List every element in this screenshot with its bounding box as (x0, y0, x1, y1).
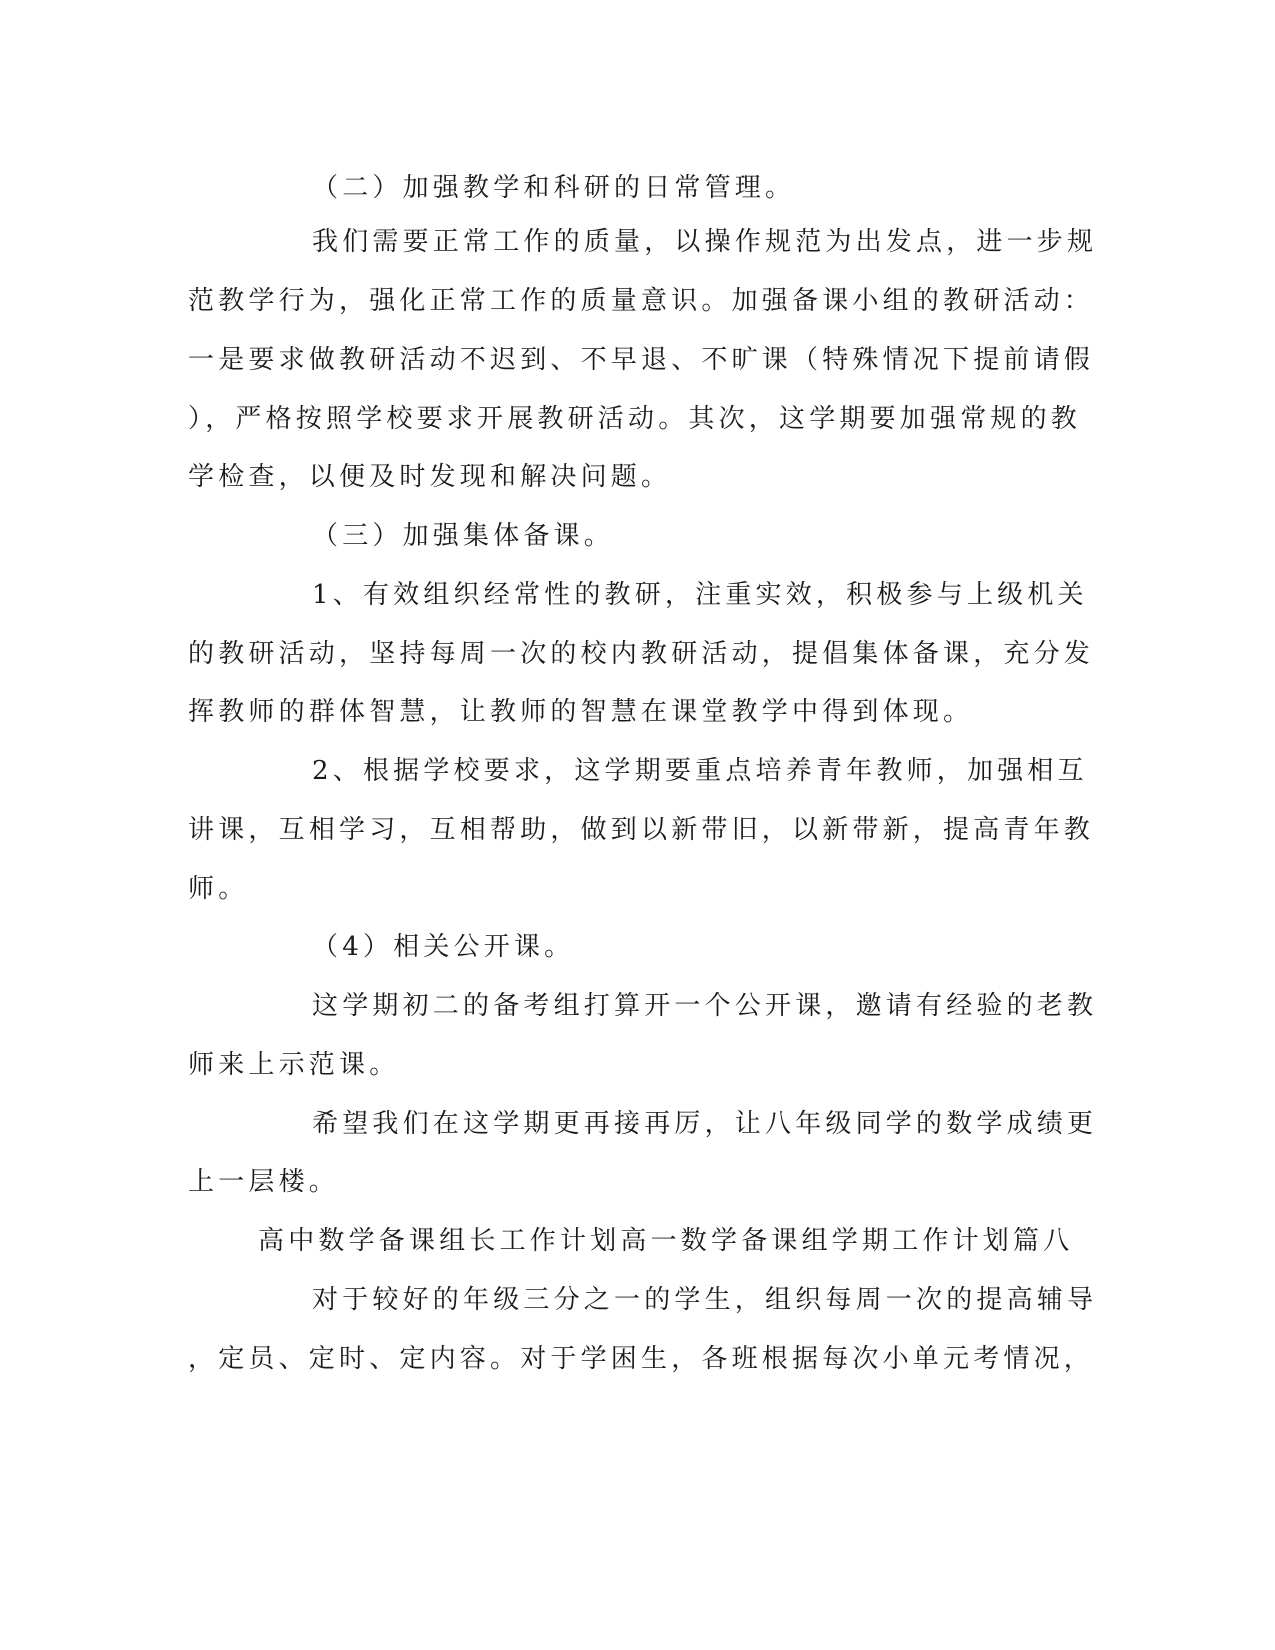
paragraph-line: 范教学行为，强化正常工作的质量意识。加强备课小组的教研活动： (188, 286, 1095, 316)
paragraph-line: 这学期初二的备考组打算开一个公开课，邀请有经验的老教 (312, 991, 1098, 1021)
paragraph-line: 上一层楼。 (188, 1167, 340, 1197)
paragraph-line: 的教研活动，坚持每周一次的校内教研活动，提倡集体备课，充分发 (188, 639, 1095, 669)
paragraph-line: 学检查，以便及时发现和解决问题。 (188, 462, 672, 492)
paragraph-line: 讲课，互相学习，互相帮助，做到以新带旧，以新带新，提高青年教 (188, 815, 1095, 845)
paragraph-line: 师。 (188, 874, 249, 904)
paragraph-line: 1、有效组织经常性的教研，注重实效，积极参与上级机关 (312, 580, 1088, 610)
paragraph-line: ，定员、定时、定内容。对于学困生，各班根据每次小单元考情况， (188, 1344, 1095, 1374)
paragraph-line: 我们需要正常工作的质量，以操作规范为出发点，进一步规 (312, 227, 1098, 257)
paragraph-line: ），严格按照学校要求开展教研活动。其次，这学期要加强常规的教 (188, 404, 1082, 434)
paragraph-line: 对于较好的年级三分之一的学生，组织每周一次的提高辅导 (312, 1285, 1098, 1315)
paragraph-line: 一是要求做教研活动不迟到、不早退、不旷课（特殊情况下提前请假 (188, 345, 1095, 375)
article-title: 高中数学备课组长工作计划高一数学备课组学期工作计划篇八 (258, 1226, 1074, 1256)
paragraph-line: 挥教师的群体智慧，让教师的智慧在课堂教学中得到体现。 (188, 697, 974, 727)
paragraph-line: 希望我们在这学期更再接再厉，让八年级同学的数学成绩更 (312, 1109, 1098, 1139)
heading-section-four: （4）相关公开课。 (312, 932, 575, 962)
paragraph-line: 师来上示范课。 (188, 1050, 400, 1080)
heading-section-three: （三）加强集体备课。 (312, 521, 615, 551)
heading-section-two: （二）加强教学和科研的日常管理。 (312, 173, 796, 203)
paragraph-line: 2、根据学校要求，这学期要重点培养青年教师，加强相互 (312, 756, 1088, 786)
